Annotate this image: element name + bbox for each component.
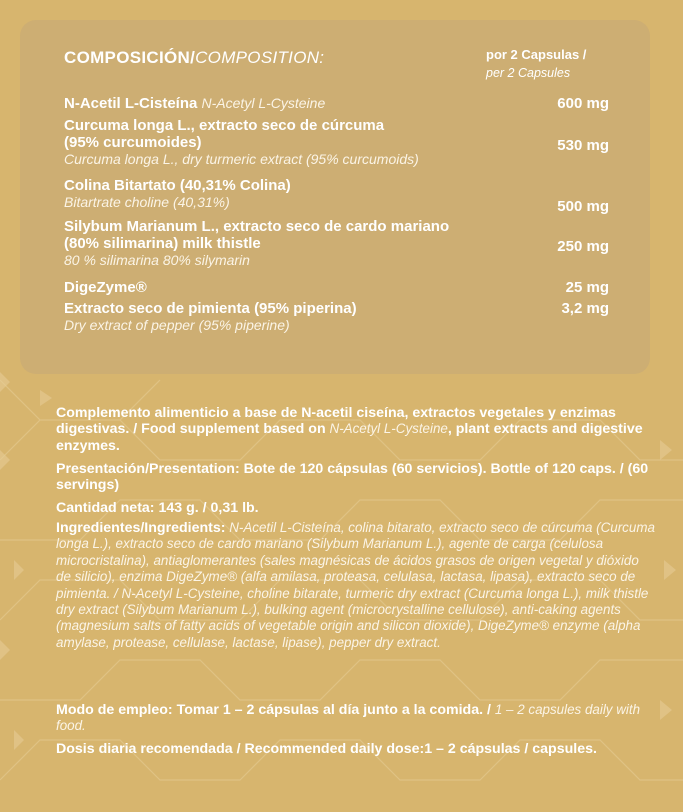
- composition-title: COMPOSICIÓN/COMPOSITION:: [64, 48, 325, 67]
- daily-dose-text: Dosis diaria recomendada / Recommended daily dose:1 – 2 cápsulas / capsules.: [56, 741, 597, 757]
- ingredient-row-digezyme: DigeZyme® 25 mg: [64, 279, 609, 296]
- per-dose-header: por 2 Capsulas / per 2 Capsules: [486, 47, 587, 80]
- ingredients-text: Ingredientes/Ingredients: N-Acetil L-Cisteína, colina bitarato, extracto seco de cúrcuma (Curcuma longa L.), extracto seco de cardo mariano (Silybum Marianum L.), agente de carga (celulosa microcristalina), antiaglomerantes (sales magnésicas de ácidos grasos de origen vegetal y dióxido de silicio), enzima DigeZyme® (alfa amilasa, proteasa, celulasa, lactasa, lipasa), extracto seco de pimienta. / N-Acetyl L-Cysteine, choline bitarate, turmeric dry extract (Curcuma longa L.), milk thistle dry extract (Silybum Marianum L.), bulking agent (microcrystalline cellulose), anti-caking agents (magnesium salts of fatty acids of vegetable origin and silicon dioxide), DigeZyme® enzyme (alpha amylase, protease, cellulase, lactase, lipase), pepper dry extract.: [56, 520, 655, 650]
- ingredient-row-pepper: Extracto seco de pimienta (95% piperina) Dry extract of pepper (95% piperine) 3,2 mg: [64, 300, 609, 333]
- ingredient-row-curcuma: Curcuma longa L., extracto seco de cúrcuma (95% curcumoides) Curcuma longa L., dry turmeric extract (95% curcumoids) 530 mg: [64, 117, 609, 167]
- presentation-text: Presentación/Presentation: Bote de 120 cápsulas (60 servicios). Bottle of 120 caps. / (60 servings): [56, 461, 649, 494]
- ingredient-row-nac: N-Acetil L-Cisteína N-Acetyl L-Cysteine 600 mg: [64, 95, 609, 112]
- ingredient-row-choline: Colina Bitartato (40,31% Colina) Bitartrate choline (40,31%) 500 mg: [64, 177, 609, 215]
- supplement-description: Complemento alimenticio a base de N-acetil ciseína, extractos vegetales y enzimas digestivas. / Food supplement based on N-Acetyl L-Cysteine, plant extracts and digestive enzymes.: [56, 405, 643, 454]
- ingredient-row-silybum: Silybum Marianum L., extracto seco de cardo mariano (80% silimarina) milk thistle 80 % silimarina 80% silymarin 250 mg: [64, 218, 609, 268]
- net-quantity-text: Cantidad neta: 143 g. / 0,31 lb.: [56, 500, 259, 516]
- usage-text: Modo de empleo: Tomar 1 – 2 cápsulas al día junto a la comida. / 1 – 2 capsules daily with food.: [56, 702, 641, 734]
